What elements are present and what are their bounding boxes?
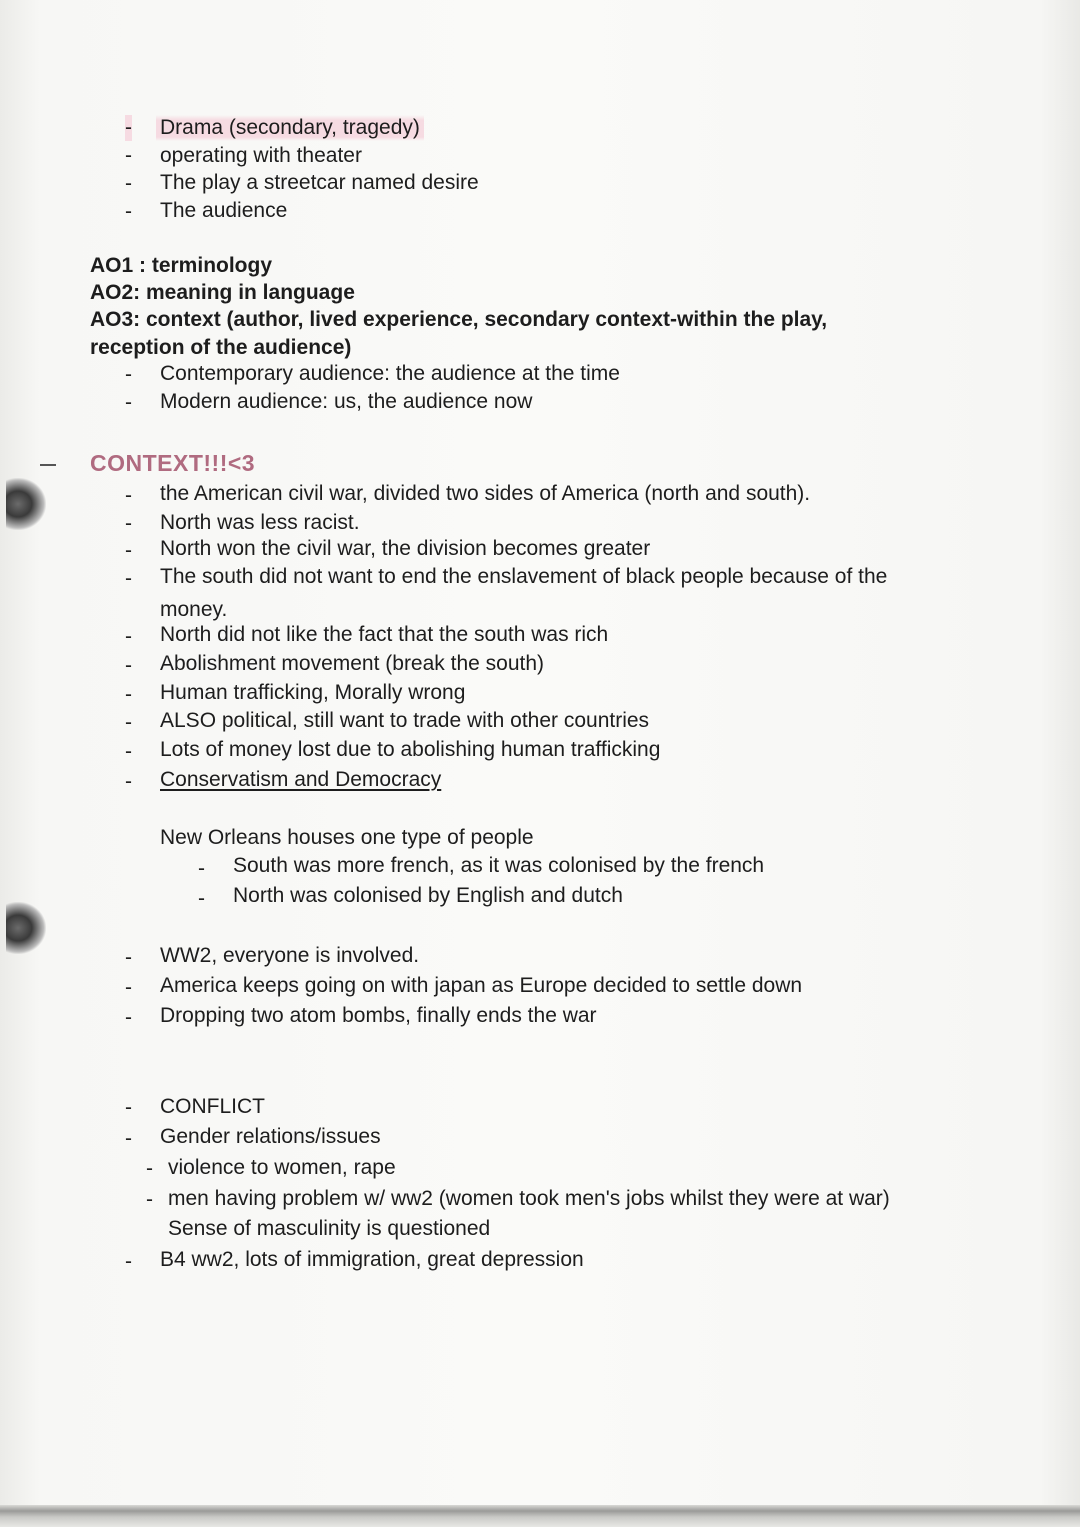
ao3-line-cont: reception of the audience): [90, 336, 352, 359]
ao1-line: AO1 : terminology: [90, 254, 273, 277]
conflict-heading: CONFLICT: [160, 1095, 265, 1118]
bullet-dash: -: [125, 116, 132, 139]
bullet-dash: -: [125, 654, 132, 677]
context-item-underlined: Conservatism and Democracy: [160, 768, 442, 791]
punch-hole-bottom: [6, 902, 46, 954]
context-item: Lots of money lost due to abolishing human trafficking: [160, 738, 661, 761]
bullet-dash: -: [125, 1096, 132, 1119]
new-orleans-item: South was more french, as it was colonised by the french: [233, 854, 765, 877]
audience-item: Contemporary audience: the audience at the time: [160, 362, 620, 385]
ww2-item: WW2, everyone is involved.: [160, 944, 420, 967]
margin-tick: [40, 464, 56, 466]
bullet-dash: -: [125, 625, 132, 648]
bullet-dash: -: [125, 1006, 132, 1029]
bullet-dash: -: [198, 887, 205, 910]
bullet-dash: -: [125, 740, 132, 763]
ao3-line: AO3: context (author, lived experience, secondary context-within the play,: [90, 308, 828, 331]
audience-item: Modern audience: us, the audience now: [160, 390, 533, 413]
bullet-dash: -: [125, 946, 132, 969]
context-item: North did not like the fact that the south was rich: [160, 623, 609, 646]
intro-item: The play a streetcar named desire: [160, 171, 479, 194]
bullet-dash: -: [146, 1188, 153, 1211]
bullet-dash: -: [125, 567, 132, 590]
context-item: ALSO political, still want to trade with other countries: [160, 709, 650, 732]
context-item: Human trafficking, Morally wrong: [160, 681, 466, 704]
intro-item: Drama (secondary, tragedy): [156, 115, 424, 141]
bullet-dash: -: [125, 172, 132, 195]
context-item: Abolishment movement (break the south): [160, 652, 545, 675]
conflict-subitem-cont: Sense of masculinity is questioned: [168, 1217, 491, 1240]
context-item: the American civil war, divided two sides of America (north and south).: [160, 482, 811, 505]
bullet-dash: -: [125, 391, 132, 414]
bullet-dash: -: [125, 683, 132, 706]
bullet-dash: -: [125, 484, 132, 507]
conflict-subitem: violence to women, rape: [168, 1156, 396, 1179]
conflict-subitem: men having problem w/ ww2 (women took men's jobs whilst they were at war): [168, 1187, 890, 1210]
new-orleans-line: New Orleans houses one type of people: [160, 826, 534, 849]
bullet-dash: -: [125, 144, 132, 167]
page-bottom-edge: [0, 1505, 1080, 1527]
bullet-dash: -: [125, 770, 132, 793]
context-item: North won the civil war, the division becomes greater: [160, 537, 651, 560]
conflict-item: B4 ww2, lots of immigration, great depression: [160, 1248, 584, 1271]
bullet-dash: -: [125, 539, 132, 562]
ww2-item: Dropping two atom bombs, finally ends the war: [160, 1004, 597, 1027]
context-item: The south did not want to end the enslavement of black people because of the: [160, 565, 888, 588]
bullet-dash: -: [198, 857, 205, 880]
context-item: North was less racist.: [160, 511, 360, 534]
bullet-dash: -: [125, 1127, 132, 1150]
ao2-line: AO2: meaning in language: [90, 281, 355, 304]
bullet-dash: -: [125, 512, 132, 535]
context-item-cont: money.: [160, 598, 228, 621]
bullet-dash: -: [146, 1157, 153, 1180]
bullet-dash: -: [125, 1250, 132, 1273]
punch-hole-top: [6, 478, 46, 530]
conflict-item: Gender relations/issues: [160, 1125, 381, 1148]
intro-item: operating with theater: [160, 144, 362, 167]
bullet-dash: -: [125, 363, 132, 386]
ww2-item: America keeps going on with japan as Europe decided to settle down: [160, 974, 803, 997]
bullet-dash: -: [125, 711, 132, 734]
bullet-dash: -: [125, 200, 132, 223]
context-heading: CONTEXT!!!<3: [90, 450, 256, 476]
new-orleans-item: North was colonised by English and dutch: [233, 884, 623, 907]
intro-item: The audience: [160, 199, 288, 222]
bullet-dash: -: [125, 976, 132, 999]
